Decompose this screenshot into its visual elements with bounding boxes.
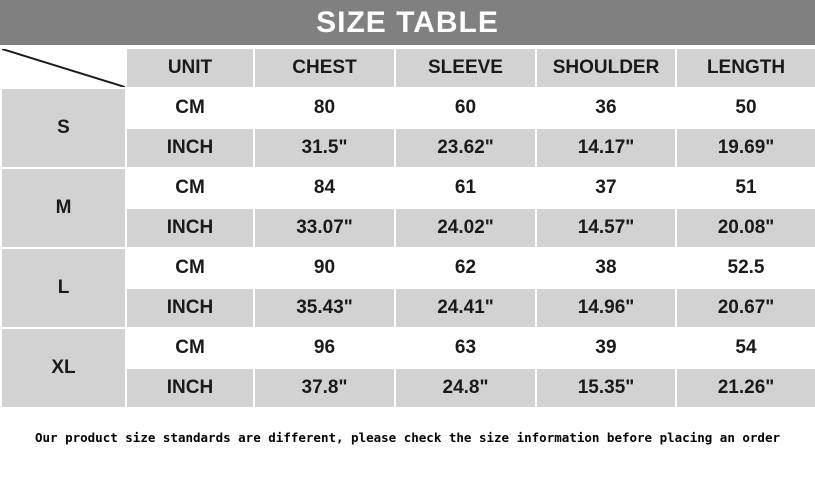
sleeve-cell: 24.02" — [395, 208, 536, 248]
length-cell: 19.69" — [676, 128, 815, 168]
length-cell: 54 — [676, 328, 815, 368]
sleeve-cell: 24.8" — [395, 368, 536, 408]
length-cell: 21.26" — [676, 368, 815, 408]
sleeve-cell: 24.41" — [395, 288, 536, 328]
table-header-row — [1, 48, 815, 88]
unit-cell: CM — [126, 248, 254, 288]
chest-cell: 31.5" — [254, 128, 395, 168]
size-table — [0, 47, 815, 409]
shoulder-cell: 39 — [536, 328, 676, 368]
diagonal-slash-icon — [2, 49, 125, 87]
unit-cell: INCH — [126, 128, 254, 168]
shoulder-cell: 36 — [536, 88, 676, 128]
footer-note-bar — [0, 409, 815, 465]
length-cell: 20.67" — [676, 288, 815, 328]
column-header-unit: UNIT — [126, 48, 254, 88]
table-row — [1, 248, 815, 288]
size-label-s: S — [1, 88, 126, 168]
chest-cell: 84 — [254, 168, 395, 208]
sleeve-cell: 23.62" — [395, 128, 536, 168]
shoulder-cell: 14.17" — [536, 128, 676, 168]
column-header-shoulder: SHOULDER — [536, 48, 676, 88]
sleeve-cell: 63 — [395, 328, 536, 368]
sleeve-cell: 60 — [395, 88, 536, 128]
length-cell: 51 — [676, 168, 815, 208]
column-header-chest: CHEST — [254, 48, 395, 88]
page-title: SIZE TABLE — [316, 5, 499, 39]
column-header-length: LENGTH — [676, 48, 815, 88]
length-cell: 52.5 — [676, 248, 815, 288]
length-cell: 50 — [676, 88, 815, 128]
footer-note: Our product size standards are different, please check the size information before placing an order — [34, 429, 781, 445]
size-label-l: L — [1, 248, 126, 328]
shoulder-cell: 15.35" — [536, 368, 676, 408]
size-label-m: M — [1, 168, 126, 248]
table-row — [1, 328, 815, 368]
sleeve-cell: 61 — [395, 168, 536, 208]
chest-cell: 37.8" — [254, 368, 395, 408]
shoulder-cell: 14.57" — [536, 208, 676, 248]
table-row — [1, 88, 815, 128]
unit-cell: INCH — [126, 208, 254, 248]
chest-cell: 35.43" — [254, 288, 395, 328]
title-bar — [0, 0, 815, 47]
length-cell: 20.08" — [676, 208, 815, 248]
chest-cell: 96 — [254, 328, 395, 368]
unit-cell: INCH — [126, 288, 254, 328]
chest-cell: 80 — [254, 88, 395, 128]
chest-cell: 90 — [254, 248, 395, 288]
size-label-xl: XL — [1, 328, 126, 408]
unit-cell: CM — [126, 168, 254, 208]
table-row — [1, 168, 815, 208]
chest-cell: 33.07" — [254, 208, 395, 248]
unit-cell: INCH — [126, 368, 254, 408]
corner-cell — [1, 48, 126, 88]
unit-cell: CM — [126, 328, 254, 368]
sleeve-cell: 62 — [395, 248, 536, 288]
shoulder-cell: 14.96" — [536, 288, 676, 328]
column-header-sleeve: SLEEVE — [395, 48, 536, 88]
unit-cell: CM — [126, 88, 254, 128]
shoulder-cell: 38 — [536, 248, 676, 288]
shoulder-cell: 37 — [536, 168, 676, 208]
